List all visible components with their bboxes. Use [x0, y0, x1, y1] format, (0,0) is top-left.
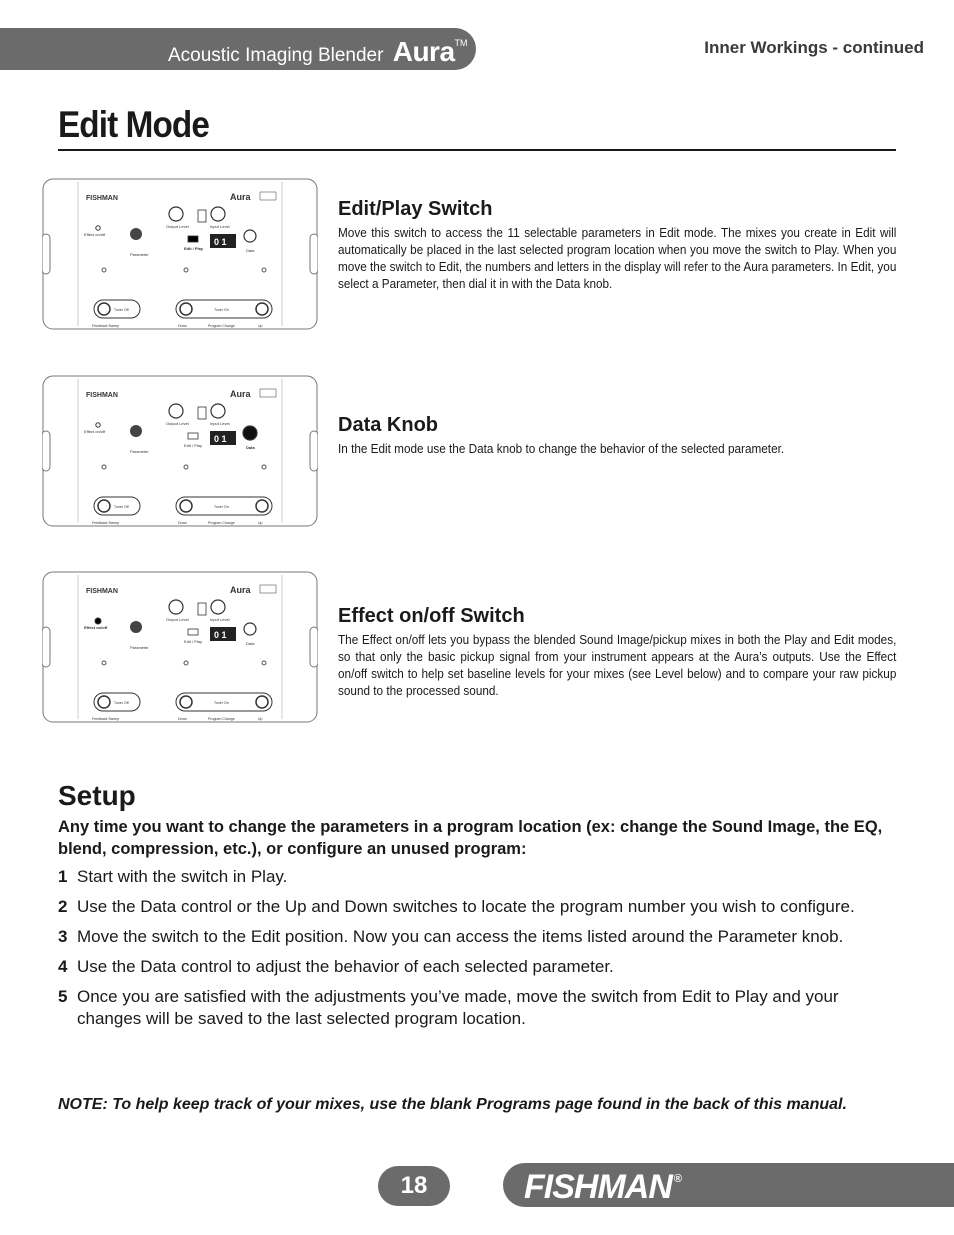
program-change-label: Program Change [208, 717, 235, 721]
effect-led-icon [96, 423, 100, 427]
down-label: Down [178, 521, 187, 525]
device-panel-edit-play [42, 178, 318, 330]
down-label: Down [178, 717, 187, 721]
section-edit-play [338, 198, 896, 293]
section-heading: Edit/Play Switch [338, 198, 493, 220]
setup-steps [58, 866, 896, 1038]
section-data-knob [338, 414, 896, 458]
led-icon [262, 465, 266, 469]
led-icon [102, 661, 106, 665]
edit-play-switch-icon [198, 407, 206, 419]
led-icon [184, 661, 188, 665]
step-number: 5 [58, 987, 68, 1006]
program-change-label: Program Change [208, 324, 235, 328]
panel-model: Aura [230, 585, 251, 595]
setup-step [58, 986, 896, 1030]
parameter-label: Parameter [130, 645, 149, 650]
panel-side-tab-right [310, 234, 318, 274]
panel-side-tab-right [310, 431, 318, 471]
product-prefix: Acoustic Imaging Blender [168, 45, 384, 66]
setup-title: Setup [58, 780, 136, 811]
display-readout: 0 1 [214, 630, 227, 640]
parameter-knob-icon [130, 228, 142, 240]
program-change-label: Program Change [208, 521, 235, 525]
setup-step [58, 956, 896, 978]
tuner-on-label: Tuner On [214, 308, 229, 312]
display-readout: 0 1 [214, 237, 227, 247]
note: NOTE: To help keep track of your mixes, use the blank Programs page found in the back of this manual. [58, 1096, 847, 1113]
led-icon [102, 268, 106, 272]
up-label: Up [258, 521, 263, 525]
parameter-label: Parameter [130, 252, 149, 257]
tuner-off-label: Tuner Off [114, 701, 129, 705]
step-text: Start with the switch in Play. [77, 867, 288, 886]
effect-label: Effect on/off [84, 429, 106, 434]
panel-model: Aura [230, 389, 251, 399]
led-icon [262, 661, 266, 665]
tuner-on-label: Tuner On [214, 701, 229, 705]
panel-side-tab-left [42, 627, 50, 667]
input-level-knob-icon [211, 600, 225, 614]
footswitch-icon [256, 303, 268, 315]
input-level-label: Input Level [210, 617, 230, 622]
section-body: Move this switch to access the 11 selectable parameters in Edit mode. The mixes you create in Edit will automatically be placed in the last selected program location when you move the switch to Play. When you move the switch to Edit, the numbers and letters in the display will refer to the Aura parameters. In Edit, you select a Parameter, then dial it in with the Data knob. [338, 226, 897, 291]
setup-intro: Any time you want to change the parameters in a program location (ex: change the Sound Image, the EQ, blend, compression, etc.), or configure an unused program: [58, 818, 883, 858]
effect-label: Effect on/off [84, 625, 108, 630]
data-knob-icon [244, 623, 256, 635]
led-icon [262, 268, 266, 272]
panel-logo-badge [260, 585, 276, 593]
step-text: Move the switch to the Edit position. Now you can access the items listed around the Parameter knob. [77, 927, 844, 946]
edit-play-toggle-icon [188, 433, 198, 439]
device-panel-drawing [42, 571, 318, 723]
edit-play-label: Edit / Play [184, 639, 203, 644]
footswitch-icon [98, 696, 110, 708]
step-text: Once you are satisfied with the adjustments you’ve made, move the switch from Edit to Play and your changes will be saved to the last selected program location. [77, 987, 839, 1028]
panel-logo-badge [260, 389, 276, 397]
input-level-knob-icon [211, 404, 225, 418]
panel-side-tab-left [42, 431, 50, 471]
title-divider [58, 149, 896, 151]
output-level-knob-icon [169, 600, 183, 614]
effect-led-icon [95, 618, 101, 624]
trademark-mark: TM [454, 38, 468, 48]
footswitch-icon [256, 696, 268, 708]
edit-play-toggle-icon [188, 236, 198, 242]
fishman-logo [524, 1168, 681, 1207]
up-label: Up [258, 324, 263, 328]
step-text: Use the Data control or the Up and Down switches to locate the program number you wish to configure. [77, 897, 855, 916]
parameter-knob-icon [130, 621, 142, 633]
panel-model: Aura [230, 192, 251, 202]
footswitch-icon [180, 696, 192, 708]
product-title [168, 36, 468, 68]
output-level-label: Output Level [166, 421, 189, 426]
down-label: Down [178, 324, 187, 328]
setup-step [58, 896, 896, 918]
output-level-knob-icon [169, 207, 183, 221]
step-number: 3 [58, 927, 68, 946]
input-level-label: Input Level [210, 224, 230, 229]
step-number: 2 [58, 897, 68, 916]
section-body: The Effect on/off lets you bypass the blended Sound Image/pickup mixes in both the Play and Edit modes, so that only the basic pickup signal from your instrument appears at the Aura’s outputs. Use the Effect on/off switch to help set baseline levels for your mixes (see Level below) and to compare your raw pickup sound to the processed sound. [338, 633, 897, 698]
data-label: Data [246, 445, 255, 450]
display-readout: 0 1 [214, 434, 227, 444]
data-label: Data [246, 641, 255, 646]
panel-brand: FISHMAN [86, 195, 118, 202]
edit-play-switch-icon [198, 603, 206, 615]
output-level-label: Output Level [166, 224, 189, 229]
feedback-label: Feedback Sweep [92, 324, 120, 328]
panel-brand: FISHMAN [86, 588, 118, 595]
feedback-label: Feedback Sweep [92, 521, 120, 525]
setup-step [58, 866, 896, 888]
section-label: Inner Workings - continued [704, 38, 924, 57]
led-icon [102, 465, 106, 469]
section-heading: Effect on/off Switch [338, 605, 525, 627]
parameter-label: Parameter [130, 449, 149, 454]
footswitch-icon [98, 303, 110, 315]
input-level-knob-icon [211, 207, 225, 221]
setup-step [58, 926, 896, 948]
footswitch-icon [98, 500, 110, 512]
page-title: Edit Mode [58, 104, 209, 145]
up-label: Up [258, 717, 263, 721]
device-panel-effect [42, 571, 318, 723]
panel-brand: FISHMAN [86, 392, 118, 399]
data-label: Data [246, 248, 255, 253]
step-number: 4 [58, 957, 68, 976]
footswitch-icon [180, 303, 192, 315]
footswitch-icon [180, 500, 192, 512]
edit-play-toggle-icon [188, 629, 198, 635]
led-icon [184, 268, 188, 272]
panel-side-tab-right [310, 627, 318, 667]
tuner-on-label: Tuner On [214, 505, 229, 509]
footswitch-icon [256, 500, 268, 512]
output-level-label: Output Level [166, 617, 189, 622]
device-panel-data-knob [42, 375, 318, 527]
section-body: In the Edit mode use the Data knob to change the behavior of the selected parameter. [338, 442, 785, 456]
tuner-off-label: Tuner Off [114, 308, 129, 312]
device-panel-drawing [42, 375, 318, 527]
data-knob-icon [244, 230, 256, 242]
tuner-off-label: Tuner Off [114, 505, 129, 509]
edit-play-label: Edit / Play [184, 246, 204, 251]
edit-play-switch-icon [198, 210, 206, 222]
section-heading: Data Knob [338, 414, 438, 436]
section-effect [338, 605, 896, 700]
panel-side-tab-left [42, 234, 50, 274]
device-panel-drawing [42, 178, 318, 330]
effect-led-icon [96, 226, 100, 230]
brand-name: FISHMAN [524, 1168, 672, 1206]
parameter-knob-icon [130, 425, 142, 437]
panel-logo-badge [260, 192, 276, 200]
step-text: Use the Data control to adjust the behavior of each selected parameter. [77, 957, 614, 976]
output-level-knob-icon [169, 404, 183, 418]
step-number: 1 [58, 867, 68, 886]
registered-mark: ® [673, 1172, 681, 1185]
input-level-label: Input Level [210, 421, 230, 426]
edit-play-label: Edit / Play [184, 443, 203, 448]
page-number: 18 [378, 1166, 450, 1206]
led-icon [184, 465, 188, 469]
product-name: Aura [392, 36, 455, 67]
effect-label: Effect on/off [84, 232, 106, 237]
feedback-label: Feedback Sweep [92, 717, 120, 721]
data-knob-icon [243, 426, 257, 440]
